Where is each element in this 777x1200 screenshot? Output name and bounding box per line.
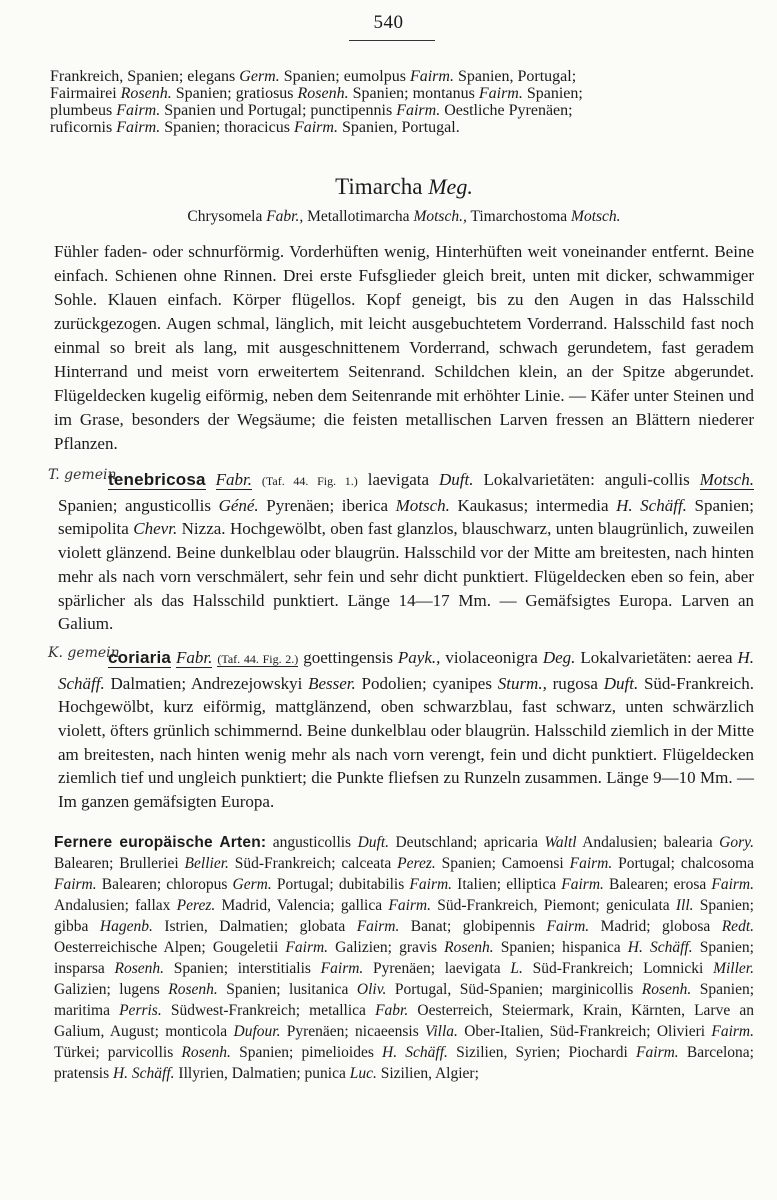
author: L.	[510, 959, 523, 977]
species-author: Fabr.	[215, 470, 252, 489]
synonym: Metallotimarcha	[307, 208, 410, 225]
author: Gory.	[719, 833, 755, 851]
entry-text: Balearen; erosa	[603, 875, 712, 893]
author: Perris.	[119, 1001, 162, 1019]
author: Bellier.	[184, 854, 229, 872]
handwritten-note: K. gemein	[48, 644, 120, 661]
entry-text: Barcelona; pratensis	[54, 1043, 754, 1082]
author: Duft.	[439, 470, 474, 489]
entry-text: Spanien; insparsa	[54, 938, 754, 977]
entry-text: Spanien; gibba	[54, 896, 754, 935]
author: Payk.,	[397, 647, 441, 667]
text: Pyrenäen; iberica	[258, 495, 396, 515]
synonym: Timarchostoma	[470, 208, 568, 225]
plate-reference: (Taf. 44. Fig. 2.)	[217, 651, 299, 666]
entry-text: Madrid; globosa	[589, 917, 722, 935]
entry-text: Süd-Frankreich, Piemont; geniculata	[430, 896, 676, 914]
text: goettingensis	[298, 647, 398, 667]
author: Motsch.	[699, 470, 754, 489]
entry-text: Spanien; Camoensi	[435, 854, 570, 872]
species-name: coriaria	[108, 647, 172, 667]
entry-text: Süd-Frankreich; calceata	[228, 854, 398, 872]
text: laevigata	[357, 470, 440, 489]
text: Spanien; angusticollis	[58, 495, 219, 515]
entry-text: Italien; elliptica	[452, 875, 562, 893]
author: Fabr.	[375, 1001, 409, 1019]
author: Miller.	[713, 959, 754, 977]
entry-text: Oesterreichische Alpen; Gougeletii	[54, 938, 286, 956]
entry-text: Südwest-Frankreich; metallica	[161, 1001, 376, 1019]
further-species	[54, 832, 754, 1084]
entry-text: Spanien; hispanica	[493, 938, 628, 956]
genus-description	[54, 240, 754, 456]
page-content	[48, 68, 755, 1084]
author: H. Schäff.	[627, 938, 693, 956]
text: Lokalvarietäten: aerea	[575, 647, 738, 667]
author: Sturm.,	[497, 673, 547, 693]
author: H. Schäff.	[616, 495, 687, 515]
author: Rosenh.	[181, 1043, 231, 1061]
entry-text: Pyrenäen; laevigata	[363, 959, 511, 977]
author: Duft.	[603, 673, 639, 693]
genus-name: Timarcha	[335, 174, 423, 199]
entry-text: Balearen; chloropus	[96, 875, 233, 893]
author: H. Schäff.	[58, 647, 755, 693]
text: Podolien; cyanipes	[355, 673, 498, 693]
author: Ill.	[675, 896, 694, 914]
entry-text: Oesterreich, Steiermark, Krain, Kärnten, Larve an Galium, August; monticola	[54, 1001, 754, 1040]
header-rule	[349, 40, 435, 41]
author: Villa.	[425, 1022, 458, 1040]
author: Fairm.	[320, 959, 364, 977]
author: Waltl	[544, 833, 577, 851]
handwritten-note: T. gemein	[48, 467, 117, 483]
entry-text: Spanien; pimelioides	[230, 1043, 383, 1061]
further-species-text	[54, 832, 754, 1084]
entry-text: Deutschland; apricaria	[389, 833, 545, 851]
author: Perez.	[176, 896, 216, 914]
text: rugosa	[546, 673, 604, 693]
entry-text: Galizien; gravis	[328, 938, 445, 956]
entry-text: Portugal; chalcosoma	[612, 854, 755, 872]
author: Perez.	[397, 854, 436, 872]
author: Hagenb.	[99, 917, 153, 935]
synonym-author: Fabr.,	[266, 208, 304, 225]
author: Rosenh.	[114, 959, 165, 977]
entry-text: Sizilien, Syrien; Piochardi	[447, 1043, 637, 1061]
author: Fairm.	[711, 875, 754, 893]
author: H. Schäff.	[112, 1064, 175, 1082]
species-author: Fabr.	[176, 647, 213, 667]
synonym-author: Motsch.	[571, 208, 621, 225]
text: collis	[652, 470, 700, 489]
entry-text: Andalusien; fallax	[54, 896, 177, 914]
author: Fairm.	[409, 875, 453, 893]
entry-text: Spanien; lusitanica	[217, 980, 357, 998]
text: violaceonigra	[440, 647, 543, 667]
author: Fairm.	[711, 1022, 754, 1040]
page-number: 540	[373, 12, 404, 33]
author: Deg.	[542, 647, 576, 667]
author: Chevr.	[133, 519, 178, 539]
synonym-author: Motsch.,	[413, 208, 467, 225]
entry-text: Pyrenäen; nicaeensis	[280, 1022, 426, 1040]
author: Duft.	[357, 833, 390, 851]
author: Fairm.	[54, 875, 97, 893]
author: Rosenh.	[444, 938, 494, 956]
species-text	[54, 468, 754, 636]
entry-text: Ober-Italien, Süd-Frankreich; Olivieri	[457, 1022, 712, 1040]
further-heading: Fernere europäische Arten:	[54, 833, 267, 851]
author: Fairm.	[561, 875, 604, 893]
author: Fairm.	[356, 917, 400, 935]
entry-text: Spanien; maritima	[54, 980, 755, 1019]
entry-text: Portugal; dubitabilis	[271, 875, 410, 893]
author: Fairm.	[546, 917, 590, 935]
author: Besser.	[308, 673, 356, 693]
intro-paragraph	[50, 68, 754, 136]
entry-text: Portugal, Süd-Spanien; marginicollis	[386, 980, 642, 998]
author: Rosenh.	[168, 980, 218, 998]
entry-text: Istrien, Dalmatien; globata	[152, 917, 357, 935]
author: Fairm.	[636, 1043, 679, 1061]
species-coriaria	[48, 644, 755, 814]
species-tenebricosa	[48, 467, 754, 636]
intro-line: Frankreich, Spanien; elegans Germ. Spanien; eumolpus Fairm. Spanien, Portugal;	[50, 68, 577, 85]
author: Redt.	[721, 917, 754, 935]
author: Géné.	[218, 495, 259, 515]
genus-heading	[54, 172, 754, 202]
text: Dalmatien; Andrezejowskyi	[104, 673, 309, 693]
author: Fairm.	[569, 854, 613, 872]
entry-text: Spanien; interstitialis	[164, 959, 321, 977]
author: Motsch.	[395, 495, 450, 515]
text: Süd-Frankreich. Hochgewölbt, kurz eiförmig, mattglänzend, oben schwarzblau, fast schwarz, unten schwärzlich violett, öfters grünlich schimmernd. Beine dunkelblau oder blaugrün. Halsschild ziemlich in der Mitte am breitesten, nach hinten wenig mehr als nach vorn verengt, fein und dicht punktiert. Flügeldecken ziemlich tief und ungleich punktiert; die Punkte fliefsen zu Runzeln zusammen. Länge 9—10 Mm. — Im ganzen gemäfsigten Europa.	[58, 673, 754, 812]
author: Germ.	[232, 875, 272, 893]
synonym: Chrysomela	[187, 208, 263, 225]
author: Rosenh.	[641, 980, 692, 998]
entry-text: Süd-Frankreich; Lomnicki	[522, 959, 714, 977]
entry-text: Andalusien; balearia	[576, 833, 720, 851]
species-text	[54, 646, 754, 814]
author: Luc.	[349, 1064, 377, 1082]
entry-text: Sizilien, Algier;	[376, 1064, 479, 1082]
entry-text: Illyrien, Dalmatien; punica	[174, 1064, 350, 1082]
author: Fairm.	[388, 896, 431, 914]
entry-text: Balearen; Brulleriei	[54, 854, 185, 872]
author: Fairm.	[285, 938, 329, 956]
entry-text: Galizien; lugens	[54, 980, 169, 998]
author: Oliv.	[356, 980, 387, 998]
text: Lokalvarietäten: anguli-	[473, 470, 653, 489]
author: H. Schäff.	[382, 1043, 448, 1061]
intro-line: plumbeus Fairm. Spanien und Portugal; punctipennis Fairm. Oestliche Pyrenäen;	[50, 102, 573, 119]
intro-line: Fairmairei Rosenh. Spanien; gratiosus Rosenh. Spanien; montanus Fairm. Spanien;	[50, 85, 583, 102]
author: Dufour.	[233, 1022, 281, 1040]
plate-reference: (Taf. 44. Fig. 1.)	[261, 474, 358, 488]
text: Kaukasus; intermedia	[449, 495, 617, 515]
intro-line: ruficornis Fairm. Spanien; thoracicus Fairm. Spanien, Portugal.	[50, 119, 460, 136]
entry-text: Banat; globipennis	[399, 917, 547, 935]
species-name: tenebricosa	[108, 470, 206, 489]
genus-description-text: Fühler faden- oder schnurförmig. Vorderhüften wenig, Hinterhüften weit voneinander entfernt. Beine einfach. Schienen ohne Rinnen. Drei erste Fufsglieder gleich breit, unten mit dicker, schwammiger Sohle. Klauen einfach. Körper flügellos. Kopf geneigt, bis zu den Augen in das Halsschild zurückgezogen. Augen schmal, länglich, mit leicht ausgebuchtetem Vorderrand. Halsschild fast noch einmal so breit als lang, mit ausgeschnittenem Vorderrand, schwach gerundetem, fast geradem Hinterrand und meist vorn erweitertem Seitenrand. Schildchen klein, an der Spitze abgerundet. Flügeldecken kugelig eiförmig, neben dem Seitenrande mit erhöhter Linie. — Käfer unter Steinen und im Grase, besonders der Wegsäume; die feisten metallischen Larven fressen an Blättern niederer Pflanzen.	[54, 242, 754, 453]
genus-synonyms	[54, 206, 754, 228]
text: Spanien; semipolita	[58, 495, 754, 539]
text: Nizza. Hochgewölbt, oben fast glanzlos, blauschwarz, unten blaugrünlich, zuweilen violett glänzend. Beine dunkelblau oder blaugrün. Halsschild vor der Mitte am breitesten, nach hinten mehr als nach vorn verschmälert, sehr fein und sehr dicht punktiert. Flügeldecken eben so fein, aber spärlicher als das Halsschild punktiert. Länge 14—17 Mm. — Gemäfsigtes Europa. Larven an Galium.	[58, 519, 754, 634]
entry-text: angusticollis	[272, 833, 358, 851]
entry-text: Türkei; parvicollis	[54, 1043, 182, 1061]
entry-text: Madrid, Valencia; gallica	[215, 896, 389, 914]
genus-author: Meg.	[428, 174, 473, 199]
